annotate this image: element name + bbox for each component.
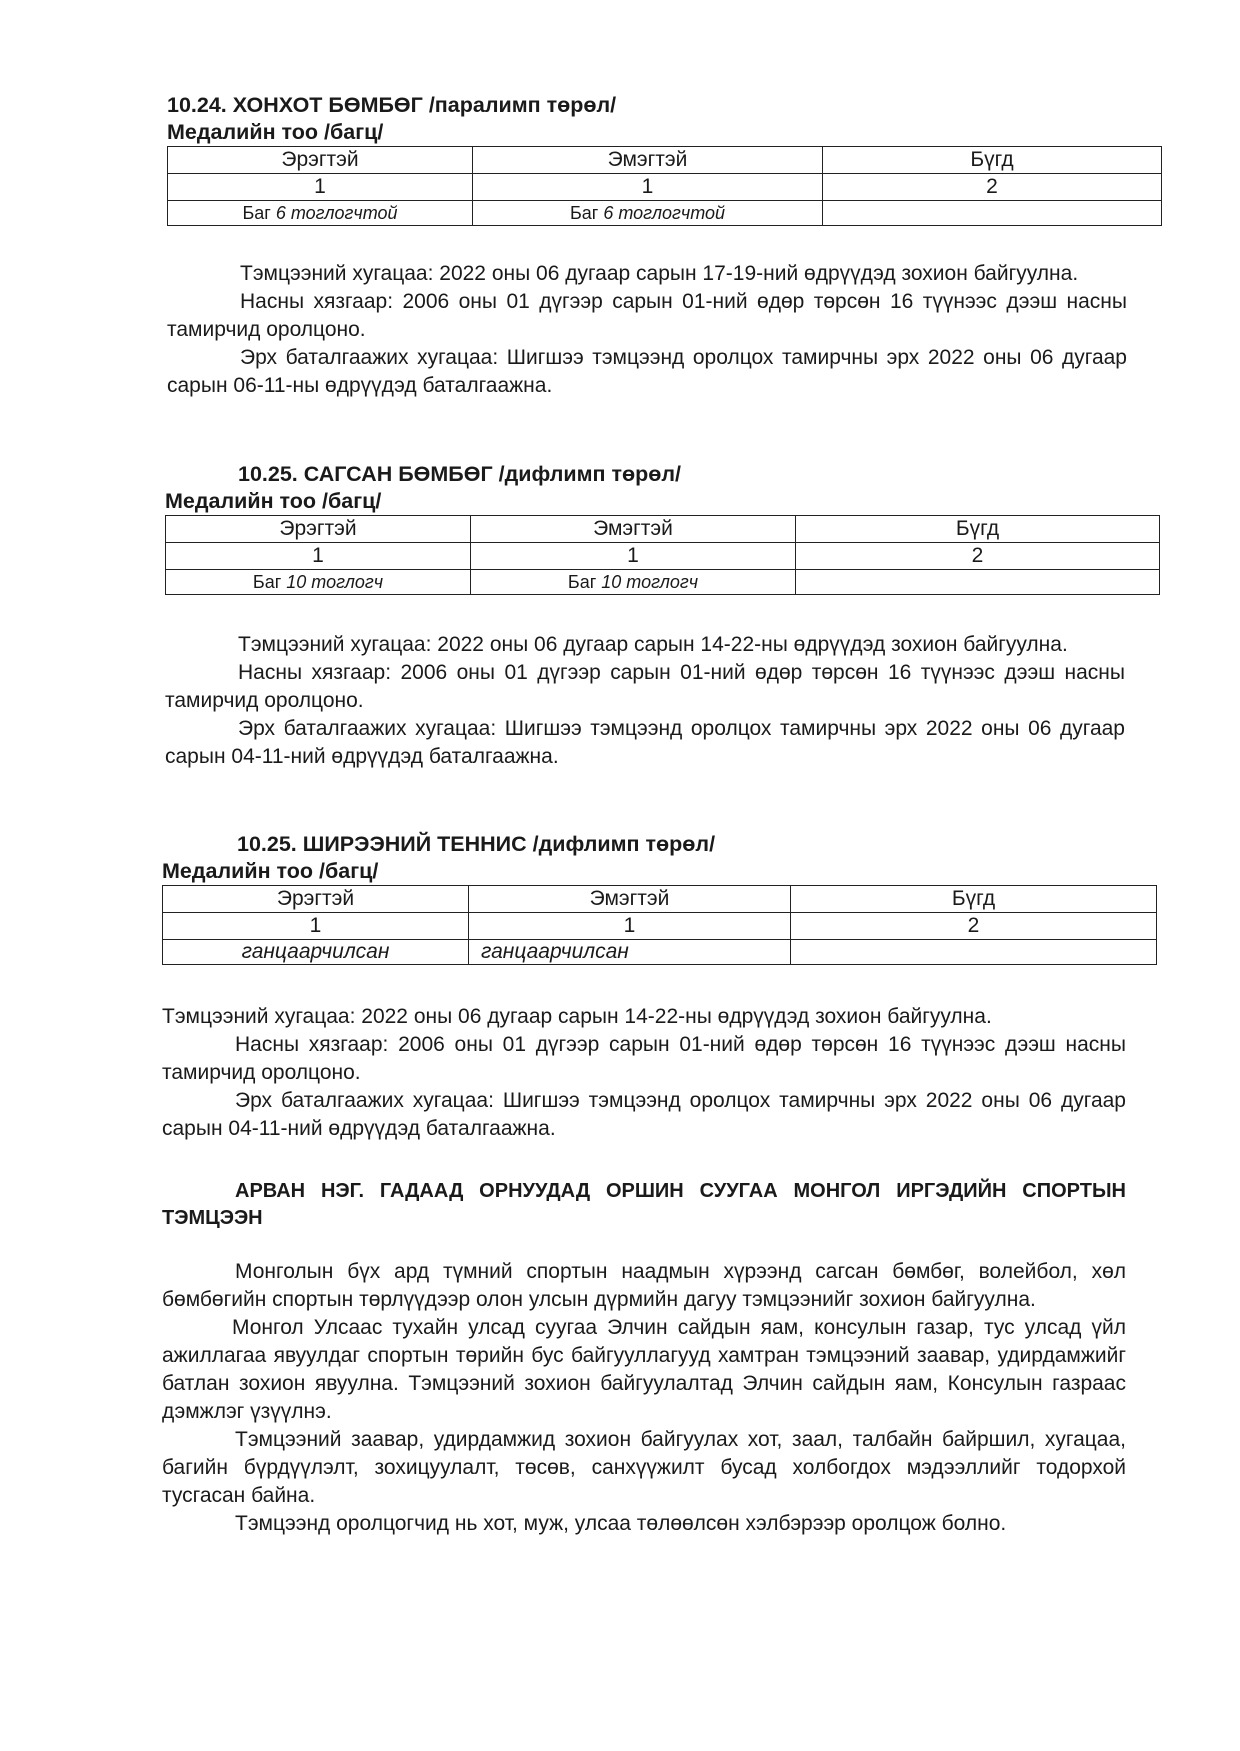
count-male: 1 bbox=[168, 174, 473, 201]
paragraph: Насны хязгаар: 2006 оны 01 дүгээр сарын 01-ний өдөр төрсөн 16 түүнээс дээш насны тамирчид оролцоно. bbox=[162, 1033, 1126, 1084]
team-female: Баг 10 тоглогч bbox=[471, 570, 796, 595]
col-female: Эмэгтэй bbox=[471, 516, 796, 543]
medal-table bbox=[165, 515, 1160, 595]
section-table-tennis-text bbox=[162, 1003, 1126, 1143]
count-total: 2 bbox=[823, 174, 1162, 201]
paragraph: Эрх баталгаажих хугацаа: Шигшээ тэмцээнд оролцох тамирчны эрх 2022 оны 06 дугаар сарын 04-11-ний өдрүүдэд баталгаажна. bbox=[162, 1089, 1126, 1140]
table-row bbox=[166, 543, 1160, 570]
paragraph: Эрх баталгаажих хугацаа: Шигшээ тэмцээнд оролцох тамирчны эрх 2022 оны 06 дугаар сарын 06-11-ны өдрүүдэд баталгаажна. bbox=[167, 346, 1127, 397]
section-hand-ball-text bbox=[167, 260, 1127, 400]
count-female: 1 bbox=[469, 913, 791, 940]
col-total: Бүгд bbox=[823, 147, 1162, 174]
paragraph: Насны хязгаар: 2006 оны 01 дүгээр сарын 01-ний өдөр төрсөн 16 түүнээс дээш насны тамирчид оролцоно. bbox=[167, 290, 1127, 341]
type-total bbox=[791, 940, 1157, 965]
section-title: 10.25. САГСАН БӨМБӨГ /дифлимп төрөл/ bbox=[238, 462, 682, 486]
section-eleven bbox=[162, 1178, 1126, 1232]
count-male: 1 bbox=[166, 543, 471, 570]
table-row bbox=[166, 570, 1160, 595]
section-basketball bbox=[165, 461, 1155, 595]
paragraph: Тэмцээний хугацаа: 2022 оны 06 дугаар сарын 14-22-ны өдрүүдэд зохион байгуулна. bbox=[238, 633, 1068, 656]
section-title: АРВАН НЭГ. ГАДААД ОРНУУДАД ОРШИН СУУГАА МОНГОЛ ИРГЭДИЙН СПОРТЫН ТЭМЦЭЭН bbox=[162, 1180, 1126, 1229]
section-basketball-text bbox=[165, 631, 1125, 771]
table-header-row bbox=[168, 147, 1162, 174]
section-title: 10.24. ХОНХОТ БӨМБӨГ /паралимп төрөл/ bbox=[167, 93, 617, 117]
table-row bbox=[168, 201, 1162, 226]
count-total: 2 bbox=[791, 913, 1157, 940]
col-male: Эрэгтэй bbox=[163, 886, 469, 913]
team-total bbox=[823, 201, 1162, 226]
type-female: ганцаарчилсан bbox=[469, 940, 791, 965]
medal-count-label: Медалийн тоо /багц/ bbox=[167, 120, 384, 144]
table-header-row bbox=[163, 886, 1157, 913]
paragraph: Эрх баталгаажих хугацаа: Шигшээ тэмцээнд оролцох тамирчны эрх 2022 оны 06 дугаар сарын 04-11-ний өдрүүдэд баталгаажна. bbox=[165, 717, 1125, 768]
section-table-tennis bbox=[162, 831, 1156, 965]
team-total bbox=[796, 570, 1160, 595]
table-header-row bbox=[166, 516, 1160, 543]
count-female: 1 bbox=[473, 174, 823, 201]
paragraph: Тэмцээний хугацаа: 2022 оны 06 дугаар сарын 14-22-ны өдрүүдэд зохион байгуулна. bbox=[162, 1005, 992, 1028]
paragraph: Монгол Улсаас тухайн улсад суугаа Элчин сайдын яам, консулын газар, тус улсад үйл ажиллагаа явуулдаг спортын төрийн бус байгууллагууд хамтран тэмцээний заавар, удирдамжийг батлан зохион явуулна. Тэмцээний зохион байгуулалтад Элчин сайдын яам, Консулын газраас дэмжлэг үзүүлнэ. bbox=[162, 1316, 1126, 1423]
col-male: Эрэгтэй bbox=[166, 516, 471, 543]
col-total: Бүгд bbox=[796, 516, 1160, 543]
table-row bbox=[163, 913, 1157, 940]
paragraph: Тэмцээний заавар, удирдамжид зохион байгуулах хот, заал, талбайн байршил, хугацаа, багийн бүрдүүлэлт, зохицуулалт, төсөв, санхүүжилт бусад холбогдох мэдээллийг тодорхой тусгасан байна. bbox=[162, 1428, 1126, 1507]
paragraph: Тэмцээний хугацаа: 2022 оны 06 дугаар сарын 17-19-ний өдрүүдэд зохион байгуулна. bbox=[240, 262, 1079, 285]
section-hand-ball bbox=[167, 92, 1157, 226]
type-male: ганцаарчилсан bbox=[163, 940, 469, 965]
paragraph: Насны хязгаар: 2006 оны 01 дүгээр сарын 01-ний өдөр төрсөн 16 түүнээс дээш насны тамирчид оролцоно. bbox=[165, 661, 1125, 712]
paragraph: Тэмцээнд оролцогчид нь хот, муж, улсаа төлөөлсөн хэлбэрээр оролцож болно. bbox=[235, 1512, 1007, 1535]
count-female: 1 bbox=[471, 543, 796, 570]
col-female: Эмэгтэй bbox=[469, 886, 791, 913]
section-eleven-text bbox=[162, 1258, 1126, 1538]
medal-table bbox=[167, 146, 1162, 226]
medal-table bbox=[162, 885, 1157, 965]
paragraph: Монголын бүх ард түмний спортын наадмын хүрээнд сагсан бөмбөг, волейбол, хөл бөмбөгийн спортын төрлүүдээр олон улсын дүрмийн дагуу тэмцээнийг зохион байгуулна. bbox=[162, 1260, 1126, 1311]
table-row bbox=[163, 940, 1157, 965]
medal-count-label: Медалийн тоо /багц/ bbox=[165, 489, 382, 513]
count-male: 1 bbox=[163, 913, 469, 940]
team-male: Баг 10 тоглогч bbox=[166, 570, 471, 595]
team-female: Баг 6 тоглогчтой bbox=[473, 201, 823, 226]
count-total: 2 bbox=[796, 543, 1160, 570]
team-male: Баг 6 тоглогчтой bbox=[168, 201, 473, 226]
section-title: 10.25. ШИРЭЭНИЙ ТЕННИС /дифлимп төрөл/ bbox=[237, 832, 716, 856]
col-female: Эмэгтэй bbox=[473, 147, 823, 174]
table-row bbox=[168, 174, 1162, 201]
col-total: Бүгд bbox=[791, 886, 1157, 913]
medal-count-label: Медалийн тоо /багц/ bbox=[162, 859, 379, 883]
col-male: Эрэгтэй bbox=[168, 147, 473, 174]
